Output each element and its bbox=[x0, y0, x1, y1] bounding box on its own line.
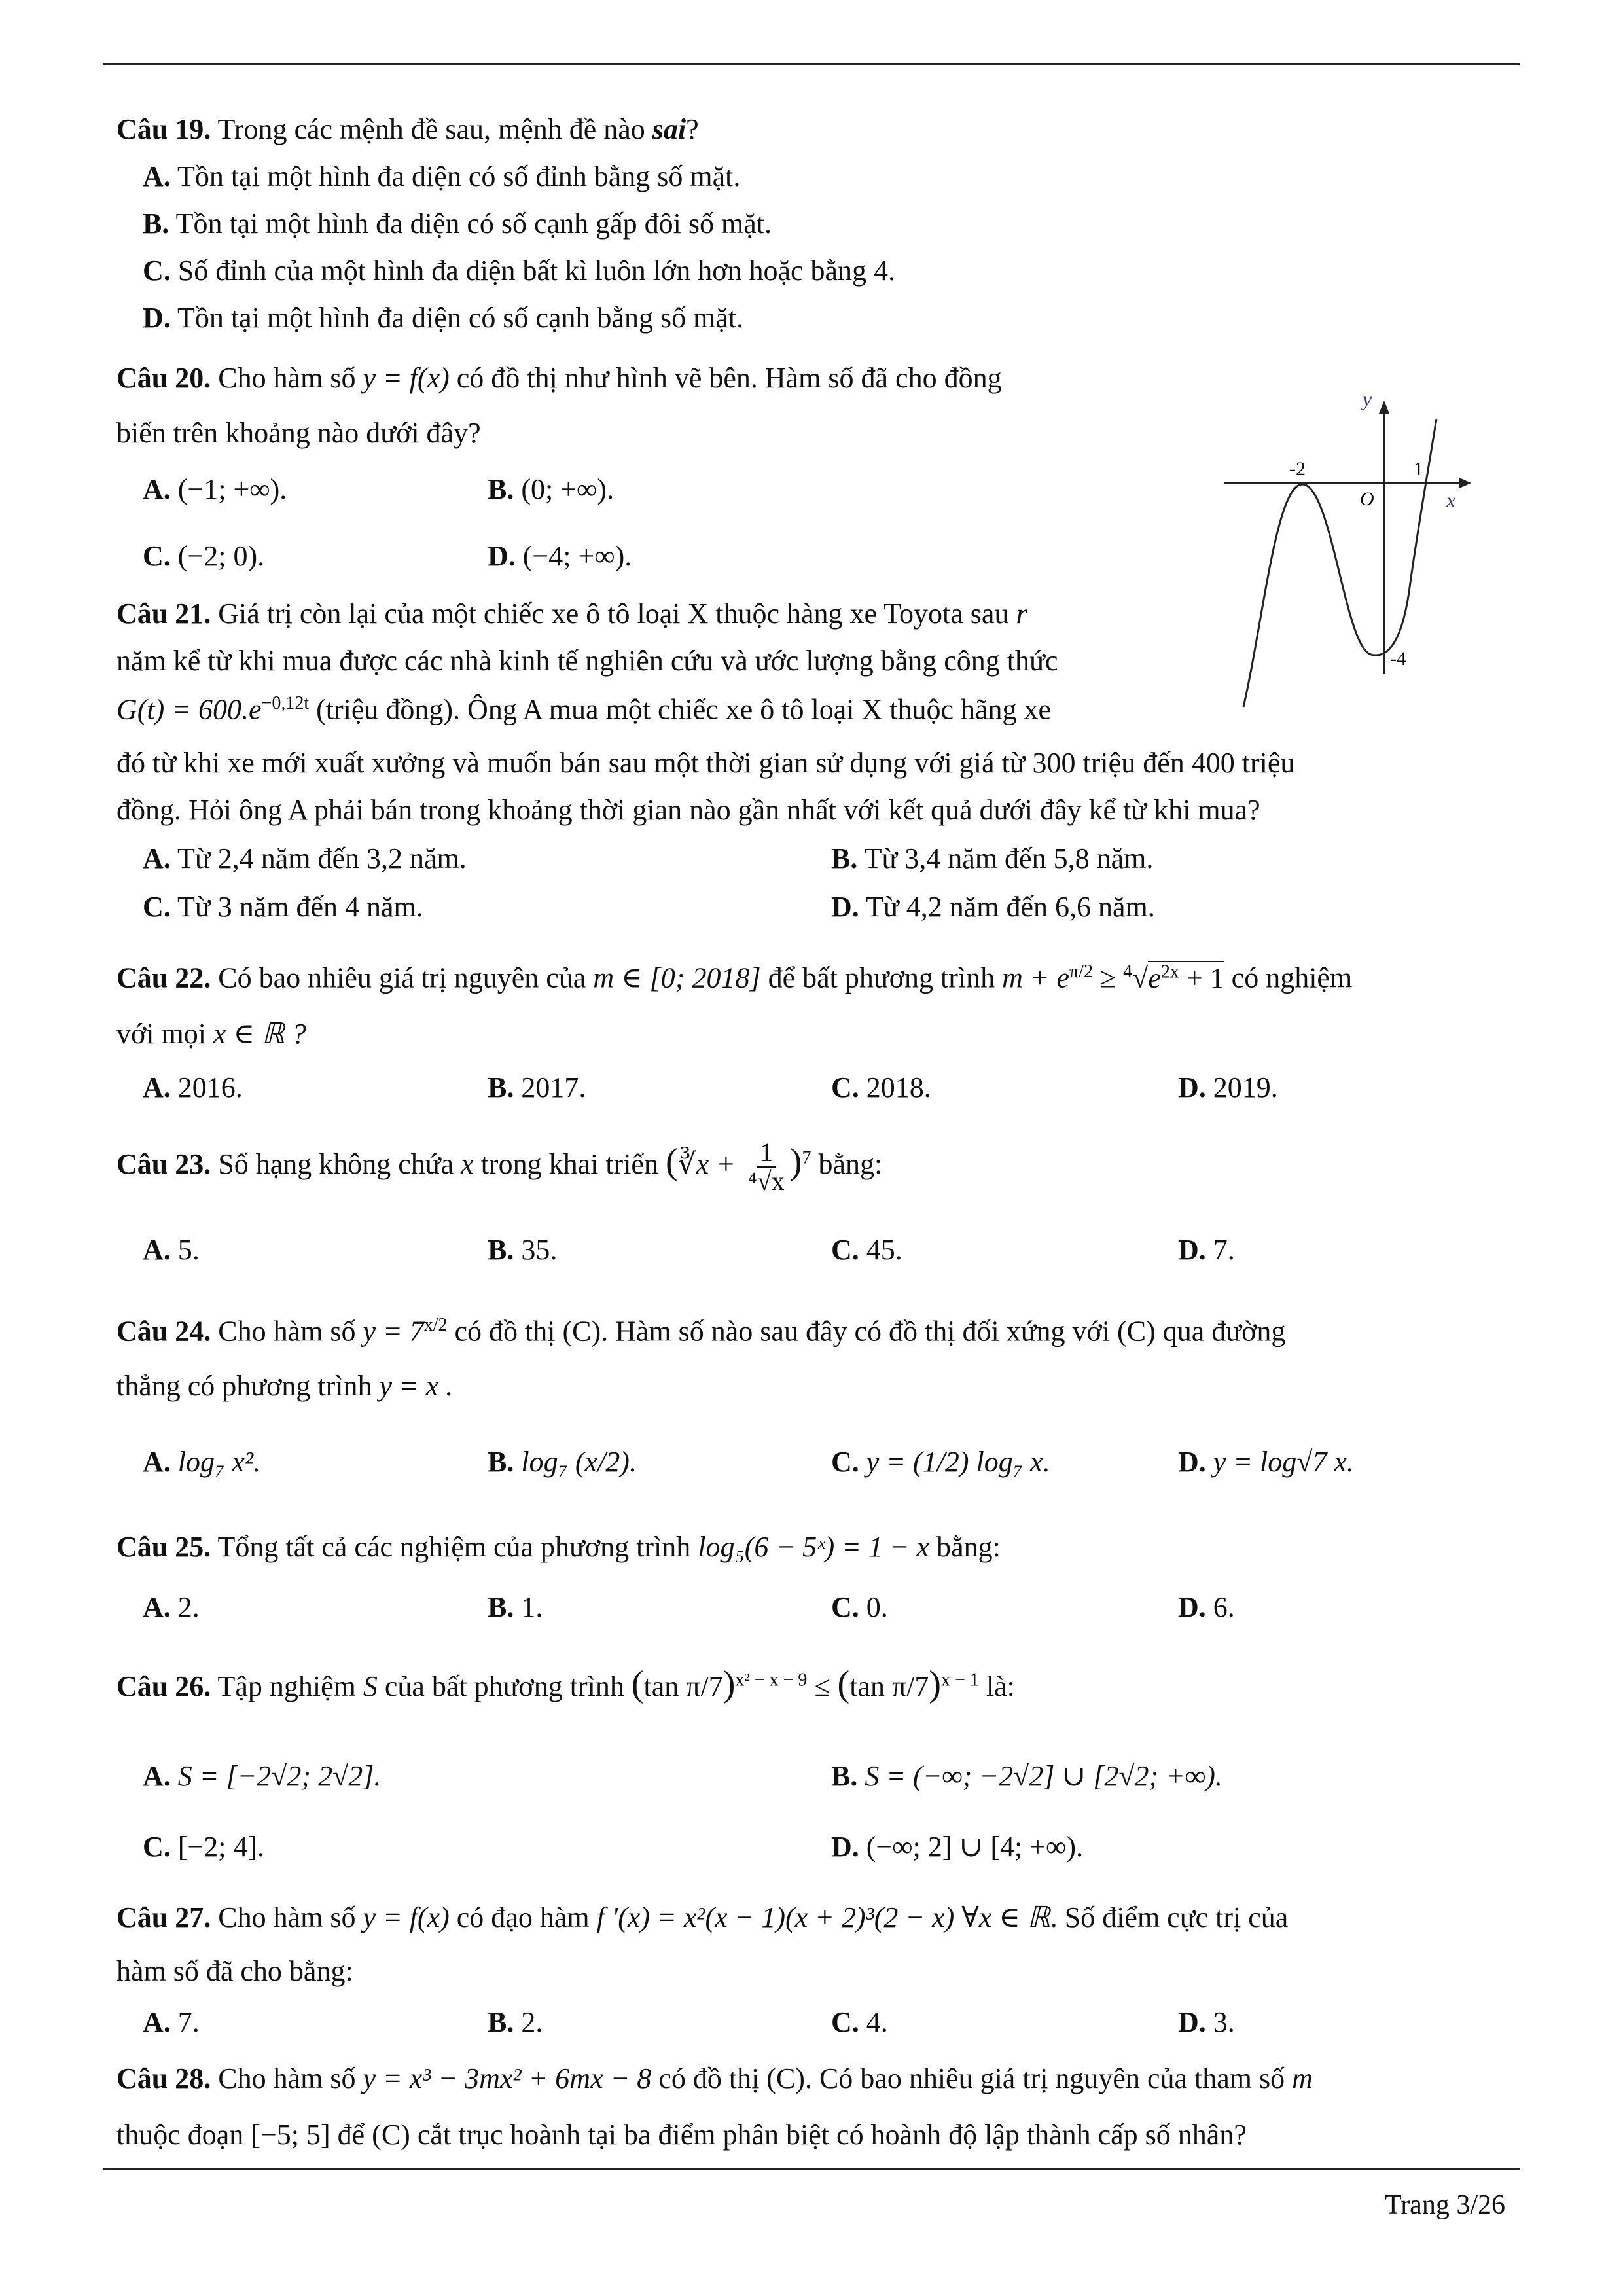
q28-line1 bbox=[116, 2062, 1313, 2096]
q23-option-a-key: A. bbox=[143, 1234, 171, 1266]
q27-option-a-key: A. bbox=[143, 2006, 171, 2038]
q23-option-d[interactable] bbox=[1178, 1233, 1235, 1266]
q25-option-d-text: 6. bbox=[1213, 1591, 1235, 1623]
q25-equation: log₅(6 − 5ˣ) = 1 − x bbox=[698, 1531, 930, 1563]
footer-rule bbox=[103, 2168, 1520, 2170]
q22-root-exp: 2x bbox=[1160, 961, 1179, 982]
q23-option-b-text: 35. bbox=[521, 1234, 558, 1266]
graph-tick-1: 1 bbox=[1414, 458, 1423, 480]
q25-option-c-text: 0. bbox=[866, 1591, 888, 1623]
q23-option-b[interactable] bbox=[488, 1233, 557, 1266]
q23-option-a-text: 5. bbox=[177, 1234, 200, 1266]
q24-option-c-text: y = (1/2) log₇ x. bbox=[866, 1446, 1050, 1478]
q21-line2: năm kể từ khi mua được các nhà kinh tế nghiên cứu và ước lượng bằng công thức bbox=[116, 645, 1058, 677]
q24-func-exp: x/2 bbox=[423, 1315, 448, 1335]
q19-option-c-text: Số đỉnh của một hình đa diện bất kì luôn lớn hơn hoặc bằng 4. bbox=[177, 255, 896, 287]
q27-label: Câu 27. bbox=[116, 1901, 211, 1933]
q26-exp-left: x² − x − 9 bbox=[735, 1670, 808, 1691]
q21-line5: đồng. Hỏi ông A phải bán trong khoảng thời gian nào gần nhất với kết quả dưới đây kể từ khi mua? bbox=[116, 794, 1260, 826]
q19-option-b[interactable] bbox=[143, 207, 772, 242]
q23-option-c-text: 45. bbox=[866, 1234, 902, 1266]
q25-option-b[interactable] bbox=[488, 1590, 543, 1624]
graph-tick-neg2: -2 bbox=[1289, 458, 1306, 480]
q25-option-c-key: C. bbox=[831, 1591, 859, 1623]
q26-option-c-text: [−2; 4]. bbox=[177, 1831, 265, 1863]
q24-option-d[interactable] bbox=[1178, 1445, 1354, 1479]
q23-stem1: Số hạng không chứa bbox=[218, 1148, 454, 1181]
graph-x-label: x bbox=[1446, 488, 1456, 512]
q26-option-d[interactable] bbox=[831, 1830, 1083, 1863]
q23-option-d-key: D. bbox=[1178, 1234, 1206, 1266]
q20-func: y = f(x) bbox=[363, 362, 450, 394]
q27-line1 bbox=[116, 1901, 1288, 1935]
q22-root-index: 4 bbox=[1123, 961, 1133, 982]
q22-option-c[interactable] bbox=[831, 1071, 931, 1104]
q26-stem3: là: bbox=[986, 1670, 1015, 1702]
q24-label: Câu 24. bbox=[116, 1315, 211, 1348]
q28-func: y = x³ − 3mx² + 6mx − 8 bbox=[363, 2062, 652, 2094]
q26-line1: Câu 26. Tập nghiệm S của bất phương trình (tan π/7)$^{x^2 - x - 9}$ ≤ (tan π/7)$^{x - 1}$ là: bbox=[116, 1664, 1015, 1704]
q27-option-a-text: 7. bbox=[177, 2006, 200, 2038]
q26-label: Câu 26. bbox=[116, 1670, 211, 1702]
q23-line1: Câu 23. Số hạng không chứa x trong khai triển (∛x + $\frac{1}{\text{⁴√x}}$ )$^7$ bằng: bbox=[116, 1138, 883, 1196]
q27-option-b[interactable] bbox=[488, 2005, 543, 2039]
q22-option-d-key: D. bbox=[1178, 1071, 1206, 1103]
graph-tick-neg4: -4 bbox=[1390, 648, 1406, 670]
q19-option-a[interactable] bbox=[143, 160, 740, 194]
q28-stem1: Cho hàm số bbox=[218, 2062, 356, 2094]
q22-root-tail: + 1 bbox=[1186, 961, 1224, 994]
q27-line2: hàm số đã cho bằng: bbox=[116, 1955, 353, 1987]
q22-option-d[interactable] bbox=[1178, 1071, 1278, 1104]
q27-option-d-text: 3. bbox=[1213, 2006, 1235, 2038]
q19-label: Câu 19. bbox=[116, 113, 211, 145]
q27-stem3: . Số điểm cực trị của bbox=[1050, 1901, 1289, 1933]
q20-option-b-key: B. bbox=[488, 473, 514, 505]
q27-stem1: Cho hàm số bbox=[218, 1901, 356, 1933]
q27-option-d[interactable] bbox=[1178, 2005, 1235, 2039]
q21-option-a-key: A. bbox=[143, 842, 171, 874]
q22-ineq-rel: ≥ bbox=[1100, 961, 1116, 994]
q19-option-c-key: C. bbox=[143, 255, 171, 287]
q22-ineq-left: m + e bbox=[1002, 961, 1070, 994]
q25-option-b-text: 1. bbox=[521, 1591, 543, 1623]
q25-label: Câu 25. bbox=[116, 1531, 211, 1563]
q20-stem2: có đồ thị như hình vẽ bên. Hàm số đã cho đồng bbox=[456, 362, 1002, 394]
q23-expr-den: ⁴√x bbox=[747, 1166, 785, 1196]
q19-option-a-text: Tồn tại một hình đa diện có số đỉnh bằng số mặt. bbox=[177, 160, 741, 192]
q27-derivative: f '(x) = x²(x − 1)(x + 2)³(2 − x) ∀x ∈ ℝ bbox=[596, 1901, 1050, 1933]
q20-stem-line2: biến trên khoảng nào dưới đây? bbox=[116, 417, 481, 449]
q27-option-b-key: B. bbox=[488, 2006, 514, 2038]
q19-option-d[interactable] bbox=[143, 301, 743, 336]
q24-option-a-key: A. bbox=[143, 1446, 171, 1478]
q25-option-a-key: A. bbox=[143, 1591, 171, 1623]
q19-option-d-key: D. bbox=[143, 302, 171, 334]
q26-var: S bbox=[363, 1670, 378, 1702]
q23-stem2: trong khai triển bbox=[480, 1148, 658, 1181]
q22-ineq-exp: π/2 bbox=[1069, 961, 1093, 982]
q21-option-b[interactable] bbox=[831, 842, 1153, 875]
q24-line1 bbox=[116, 1314, 1285, 1349]
q26-option-d-key: D. bbox=[831, 1831, 859, 1863]
q21-option-c[interactable] bbox=[143, 890, 423, 924]
q22-option-a[interactable] bbox=[143, 1071, 243, 1104]
q21-option-c-text: Từ 3 năm đến 4 năm. bbox=[177, 891, 423, 923]
q23-option-b-key: B. bbox=[488, 1234, 514, 1266]
q25-option-c[interactable] bbox=[831, 1590, 888, 1624]
q22-line2 bbox=[116, 1017, 306, 1052]
q20-option-d[interactable] bbox=[488, 539, 632, 573]
q21-line1-text: Giá trị còn lại của một chiếc xe ô tô loại X thuộc hàng xe Toyota sau bbox=[218, 598, 1009, 630]
q22-stem4: với mọi bbox=[116, 1018, 206, 1050]
q20-option-a[interactable] bbox=[143, 473, 287, 506]
q22-option-b[interactable] bbox=[488, 1071, 586, 1104]
q26-option-b-text: S = (−∞; −2√2] ∪ [2√2; +∞). bbox=[865, 1760, 1222, 1792]
q24-option-b-key: B. bbox=[488, 1446, 514, 1478]
q22-option-b-text: 2017. bbox=[521, 1071, 586, 1103]
q26-exp-right: x − 1 bbox=[941, 1670, 979, 1691]
q24-func: y = 7 bbox=[363, 1315, 424, 1348]
q22-option-a-text: 2016. bbox=[177, 1071, 243, 1103]
q19-stem-end: ? bbox=[686, 113, 699, 145]
q22-option-b-key: B. bbox=[488, 1071, 514, 1103]
q24-stem1: Cho hàm số bbox=[218, 1315, 356, 1348]
q28-line2 bbox=[116, 2118, 1247, 2153]
q28-stem4: để (C) cắt trục hoành tại ba điểm phân biệt có hoành độ lập thành cấp số nhân? bbox=[337, 2119, 1247, 2151]
function-curve bbox=[1243, 419, 1436, 707]
q27-option-c-key: C. bbox=[831, 2006, 859, 2038]
q22-domain: x ∈ ℝ ? bbox=[213, 1018, 306, 1050]
q25-stem2: bằng: bbox=[936, 1531, 1001, 1563]
q24-option-b-text: log₇ (x/2). bbox=[521, 1446, 637, 1478]
q20-option-b[interactable] bbox=[488, 473, 614, 506]
q27-stem2: có đạo hàm bbox=[456, 1901, 590, 1933]
q19-option-d-text: Tồn tại một hình đa diện có số cạnh bằng số mặt. bbox=[177, 302, 744, 334]
q21-option-d[interactable] bbox=[831, 890, 1155, 924]
q25-option-d-key: D. bbox=[1178, 1591, 1206, 1623]
q21-label: Câu 21. bbox=[116, 598, 211, 630]
q21-formula-exp: −0,12t bbox=[261, 693, 310, 713]
q22-set: m ∈ [0; 2018] bbox=[593, 961, 761, 994]
q24-option-d-key: D. bbox=[1178, 1446, 1206, 1478]
q23-expr-root: ∛x + bbox=[677, 1148, 736, 1181]
q20-option-a-text: (−1; +∞). bbox=[177, 473, 287, 505]
q28-stem3: thuộc đoạn bbox=[116, 2119, 244, 2151]
q28-interval: [−5; 5] bbox=[251, 2119, 330, 2151]
q21-option-a-text: Từ 2,4 năm đến 3,2 năm. bbox=[177, 842, 467, 874]
q22-stem2: để bất phương trình bbox=[768, 961, 995, 994]
q28-label: Câu 28. bbox=[116, 2062, 211, 2094]
q23-label: Câu 23. bbox=[116, 1148, 211, 1181]
q27-option-b-text: 2. bbox=[521, 2006, 543, 2038]
q19-stem-text: Trong các mệnh đề sau, mệnh đề nào bbox=[217, 113, 645, 145]
q21-line1-var: r bbox=[1016, 598, 1027, 630]
q21-formula: G(t) = 600.e bbox=[116, 693, 262, 726]
q23-expr-num: 1 bbox=[757, 1139, 776, 1168]
q27-func: y = f(x) bbox=[363, 1901, 450, 1933]
q21-option-b-text: Từ 3,4 năm đến 5,8 năm. bbox=[864, 842, 1154, 874]
q19-option-c[interactable] bbox=[143, 254, 895, 289]
q26-base-left: tan π/7 bbox=[643, 1670, 723, 1702]
q21-line3-text: (triệu đồng). Ông A mua một chiếc xe ô tô loại X thuộc hãng xe bbox=[316, 693, 1052, 726]
q26-option-a-text: S = [−2√2; 2√2]. bbox=[177, 1760, 382, 1792]
q26-option-d-text: (−∞; 2] ∪ [4; +∞). bbox=[866, 1831, 1084, 1863]
q21-option-a[interactable] bbox=[143, 842, 467, 875]
q22-option-c-key: C. bbox=[831, 1071, 859, 1103]
q26-option-b-key: B. bbox=[831, 1760, 858, 1792]
y-axis-arrow bbox=[1379, 401, 1389, 414]
q27-option-d-key: D. bbox=[1178, 2006, 1206, 2038]
q20-graph bbox=[1217, 386, 1518, 720]
q21-option-d-key: D. bbox=[831, 891, 859, 923]
q26-rel: ≤ bbox=[814, 1670, 830, 1702]
q21-option-d-text: Từ 4,2 năm đến 6,6 năm. bbox=[866, 891, 1155, 923]
q20-stem-line1 bbox=[116, 361, 1002, 396]
q23-var: x bbox=[461, 1148, 474, 1181]
q21-option-b-key: B. bbox=[831, 842, 858, 874]
q25-option-a-text: 2. bbox=[177, 1591, 200, 1623]
q26-option-a-key: A. bbox=[143, 1760, 171, 1792]
q22-root-sign: √ bbox=[1132, 961, 1149, 994]
q23-expr-frac bbox=[745, 1139, 787, 1195]
q19-option-a-key: A. bbox=[143, 160, 171, 192]
q22-option-d-text: 2019. bbox=[1213, 1071, 1278, 1103]
q22-line1 bbox=[116, 961, 1352, 996]
q25-option-d[interactable] bbox=[1178, 1590, 1235, 1624]
q21-option-c-key: C. bbox=[143, 891, 171, 923]
q24-option-a[interactable] bbox=[143, 1445, 260, 1479]
q26-option-c-key: C. bbox=[143, 1831, 171, 1863]
q20-option-b-text: (0; +∞). bbox=[521, 473, 615, 505]
q23-option-c[interactable] bbox=[831, 1233, 902, 1266]
q20-label: Câu 20. bbox=[116, 362, 211, 394]
q20-option-d-key: D. bbox=[488, 540, 516, 572]
q22-stem3: có nghiệm bbox=[1231, 961, 1353, 994]
q20-option-c-text: (−2; 0). bbox=[177, 540, 265, 572]
q23-option-a[interactable] bbox=[143, 1233, 200, 1266]
q24-option-c-key: C. bbox=[831, 1446, 859, 1478]
q25-option-b-key: B. bbox=[488, 1591, 514, 1623]
q20-option-c-key: C. bbox=[143, 540, 171, 572]
q21-line3 bbox=[116, 692, 1051, 727]
q24-line-eq: y = x . bbox=[379, 1370, 454, 1402]
q25-stem1: Tổng tất cả các nghiệm của phương trình bbox=[217, 1531, 691, 1563]
q19-stem bbox=[116, 113, 699, 147]
q23-expr-pow: 7 bbox=[802, 1147, 812, 1168]
q21-line4: đó từ khi xe mới xuất xưởng và muốn bán sau một thời gian sử dụng với giá từ 300 triệu đến 400 triệu bbox=[116, 747, 1295, 779]
header-rule bbox=[103, 63, 1520, 65]
q26-option-b[interactable] bbox=[831, 1759, 1222, 1793]
x-axis-arrow bbox=[1459, 478, 1471, 488]
q22-stem1: Có bao nhiêu giá trị nguyên của bbox=[218, 961, 586, 994]
graph-y-label: y bbox=[1363, 387, 1372, 410]
q20-stem1: Cho hàm số bbox=[218, 362, 356, 394]
q19-stem-emph: sai bbox=[652, 113, 687, 145]
q26-stem2: của bất phương trình bbox=[384, 1670, 624, 1702]
q23-stem3: bằng: bbox=[818, 1148, 883, 1181]
q24-option-c[interactable] bbox=[831, 1445, 1050, 1479]
q24-option-a-text: log₇ x². bbox=[177, 1446, 261, 1478]
q23-option-c-key: C. bbox=[831, 1234, 859, 1266]
graph-origin: O bbox=[1360, 488, 1374, 510]
q24-line2 bbox=[116, 1369, 453, 1404]
q26-stem1: Tập nghiệm bbox=[217, 1670, 356, 1702]
q22-option-c-text: 2018. bbox=[866, 1071, 931, 1103]
q28-stem2: có đồ thị (C). Có bao nhiêu giá trị nguyên của tham số bbox=[658, 2062, 1285, 2094]
q24-option-d-text: y = log√7 x. bbox=[1213, 1446, 1354, 1478]
q20-option-d-text: (−4; +∞). bbox=[522, 540, 632, 572]
q19-option-b-key: B. bbox=[143, 207, 169, 240]
q20-option-a-key: A. bbox=[143, 473, 171, 505]
q27-option-a[interactable] bbox=[143, 2005, 200, 2039]
q24-option-b[interactable] bbox=[488, 1445, 637, 1479]
q24-stem2: có đồ thị (C). Hàm số nào sau đây có đồ thị đối xứng với (C) qua đường bbox=[454, 1315, 1286, 1348]
q27-option-c[interactable] bbox=[831, 2005, 888, 2039]
page-number: Trang 3/26 bbox=[1385, 2190, 1505, 2220]
q19-option-b-text: Tồn tại một hình đa diện có số cạnh gấp đôi số mặt. bbox=[175, 207, 772, 240]
q20-option-c[interactable] bbox=[143, 539, 264, 573]
q22-root-body: e bbox=[1148, 961, 1161, 994]
q27-option-c-text: 4. bbox=[866, 2006, 888, 2038]
q25-option-a[interactable] bbox=[143, 1590, 200, 1624]
q23-option-d-text: 7. bbox=[1213, 1234, 1235, 1266]
q26-base-right: tan π/7 bbox=[849, 1670, 929, 1702]
q25-line1 bbox=[116, 1530, 1001, 1565]
q21-line1 bbox=[116, 597, 1027, 632]
q22-option-a-key: A. bbox=[143, 1071, 171, 1103]
q22-label: Câu 22. bbox=[116, 961, 211, 994]
q26-option-a[interactable] bbox=[143, 1759, 381, 1793]
q26-option-c[interactable] bbox=[143, 1830, 264, 1863]
q24-stem3: thẳng có phương trình bbox=[116, 1370, 372, 1402]
q28-param: m bbox=[1292, 2062, 1313, 2094]
